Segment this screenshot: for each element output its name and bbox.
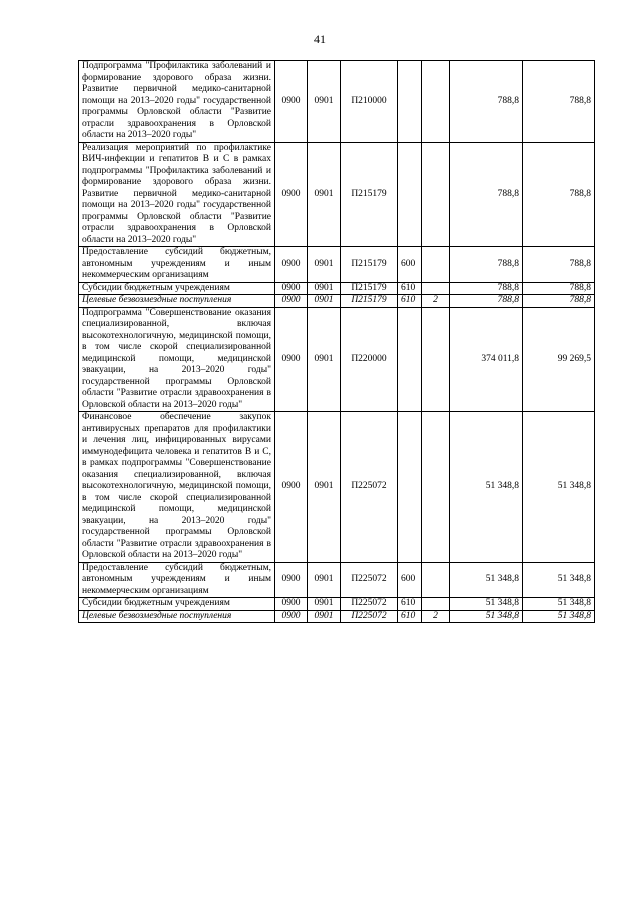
kosgu-code — [422, 307, 450, 412]
subsection-code: 0901 — [308, 307, 341, 412]
target-article-code: П215179 — [341, 142, 398, 247]
subsection-code: 0901 — [308, 247, 341, 283]
expense-type-code: 600 — [398, 562, 422, 598]
kosgu-code: 2 — [422, 295, 450, 308]
amount-year-2: 788,8 — [523, 247, 595, 283]
table-row — [79, 562, 595, 598]
target-article-code: П225072 — [341, 562, 398, 598]
kosgu-code — [422, 142, 450, 247]
section-code: 0900 — [275, 610, 308, 623]
expense-type-code — [398, 412, 422, 563]
table-row — [79, 610, 595, 623]
section-code: 0900 — [275, 142, 308, 247]
row-name: Субсидии бюджетным учреждениям — [79, 282, 275, 295]
kosgu-code — [422, 562, 450, 598]
row-name: Субсидии бюджетным учреждениям — [79, 598, 275, 611]
kosgu-code — [422, 247, 450, 283]
amount-year-2: 51 348,8 — [523, 412, 595, 563]
subsection-code: 0901 — [308, 610, 341, 623]
kosgu-code — [422, 412, 450, 563]
subsection-code: 0901 — [308, 412, 341, 563]
amount-year-1: 51 348,8 — [450, 610, 523, 623]
amount-year-1: 51 348,8 — [450, 562, 523, 598]
table-row — [79, 295, 595, 308]
subsection-code: 0901 — [308, 61, 341, 143]
subsection-code: 0901 — [308, 142, 341, 247]
section-code: 0900 — [275, 598, 308, 611]
section-code: 0900 — [275, 61, 308, 143]
expense-type-code: 610 — [398, 610, 422, 623]
expense-type-code: 610 — [398, 598, 422, 611]
kosgu-code — [422, 598, 450, 611]
amount-year-2: 788,8 — [523, 61, 595, 143]
table-row — [79, 142, 595, 247]
subsection-code: 0901 — [308, 562, 341, 598]
target-article-code: П210000 — [341, 61, 398, 143]
target-article-code: П215179 — [341, 282, 398, 295]
row-name: Подпрограмма "Профилактика заболеваний и формирование здорового образа жизни. Развитие первичной медико-санитарной помощи на 2013–2020 годы" государственной программы Орловской области "Развитие отрасли здравоохранения в Орловской области на 2013–2020 годы" — [79, 61, 275, 143]
target-article-code: П225072 — [341, 412, 398, 563]
amount-year-2: 99 269,5 — [523, 307, 595, 412]
expense-type-code — [398, 142, 422, 247]
amount-year-2: 51 348,8 — [523, 562, 595, 598]
section-code: 0900 — [275, 412, 308, 563]
section-code: 0900 — [275, 282, 308, 295]
amount-year-2: 51 348,8 — [523, 610, 595, 623]
amount-year-1: 788,8 — [450, 142, 523, 247]
amount-year-1: 788,8 — [450, 295, 523, 308]
subsection-code: 0901 — [308, 598, 341, 611]
budget-table — [78, 60, 595, 623]
row-name: Целевые безвозмездные поступления — [79, 295, 275, 308]
subsection-code: 0901 — [308, 295, 341, 308]
target-article-code: П220000 — [341, 307, 398, 412]
expense-type-code — [398, 61, 422, 143]
table-row — [79, 282, 595, 295]
row-name: Предоставление субсидий бюджетным, автономным учреждениям и иным некоммерческим организациям — [79, 562, 275, 598]
amount-year-1: 788,8 — [450, 247, 523, 283]
table-row — [79, 247, 595, 283]
amount-year-1: 374 011,8 — [450, 307, 523, 412]
amount-year-2: 51 348,8 — [523, 598, 595, 611]
target-article-code: П215179 — [341, 247, 398, 283]
row-name: Подпрограмма "Совершенствование оказания специализированной, включая высокотехнологичную, медицинской помощи, в том числе скорой специализированной медицинской помощи, медицинской эвакуации, на 2013–2020 годы" государственной программы Орловской области "Развитие отрасли здравоохранения в Орловской области на 2013–2020 годы" — [79, 307, 275, 412]
page-number: 41 — [314, 32, 326, 46]
row-name: Реализация мероприятий по профилактике ВИЧ-инфекции и гепатитов В и С в рамках подпрограммы "Профилактика заболеваний и формирование здорового образа жизни. Развитие первичной медико-санитарной помощи на 2013–2020 годы" государственной программы Орловской области "Развитие отрасли здравоохранения в Орловской области на 2013–2020 годы" — [79, 142, 275, 247]
section-code: 0900 — [275, 247, 308, 283]
section-code: 0900 — [275, 562, 308, 598]
amount-year-1: 788,8 — [450, 61, 523, 143]
amount-year-2: 788,8 — [523, 295, 595, 308]
expense-type-code: 610 — [398, 295, 422, 308]
amount-year-1: 51 348,8 — [450, 598, 523, 611]
section-code: 0900 — [275, 295, 308, 308]
row-name: Целевые безвозмездные поступления — [79, 610, 275, 623]
target-article-code: П225072 — [341, 598, 398, 611]
table-row — [79, 598, 595, 611]
kosgu-code — [422, 61, 450, 143]
kosgu-code — [422, 282, 450, 295]
expense-type-code — [398, 307, 422, 412]
table-row — [79, 307, 595, 412]
amount-year-1: 51 348,8 — [450, 412, 523, 563]
subsection-code: 0901 — [308, 282, 341, 295]
section-code: 0900 — [275, 307, 308, 412]
table-row — [79, 61, 595, 143]
amount-year-2: 788,8 — [523, 282, 595, 295]
target-article-code: П215179 — [341, 295, 398, 308]
expense-type-code: 600 — [398, 247, 422, 283]
amount-year-1: 788,8 — [450, 282, 523, 295]
row-name: Предоставление субсидий бюджетным, автономным учреждениям и иным некоммерческим организациям — [79, 247, 275, 283]
expense-type-code: 610 — [398, 282, 422, 295]
table-row — [79, 412, 595, 563]
row-name: Финансовое обеспечение закупок антивирусных препаратов для профилактики и лечения лиц, инфицированных вирусами иммунодефицита человека и гепатитов В и С, в рамках подпрограммы "Совершенствование оказания специализированной, включая высокотехнологичную, медицинской помощи, в том числе скорой специализированной медицинской помощи, медицинской эвакуации, на 2013–2020 годы" государственной программы Орловской области "Развитие отрасли здравоохранения в Орловской области на 2013–2020 годы" — [79, 412, 275, 563]
kosgu-code: 2 — [422, 610, 450, 623]
amount-year-2: 788,8 — [523, 142, 595, 247]
target-article-code: П225072 — [341, 610, 398, 623]
